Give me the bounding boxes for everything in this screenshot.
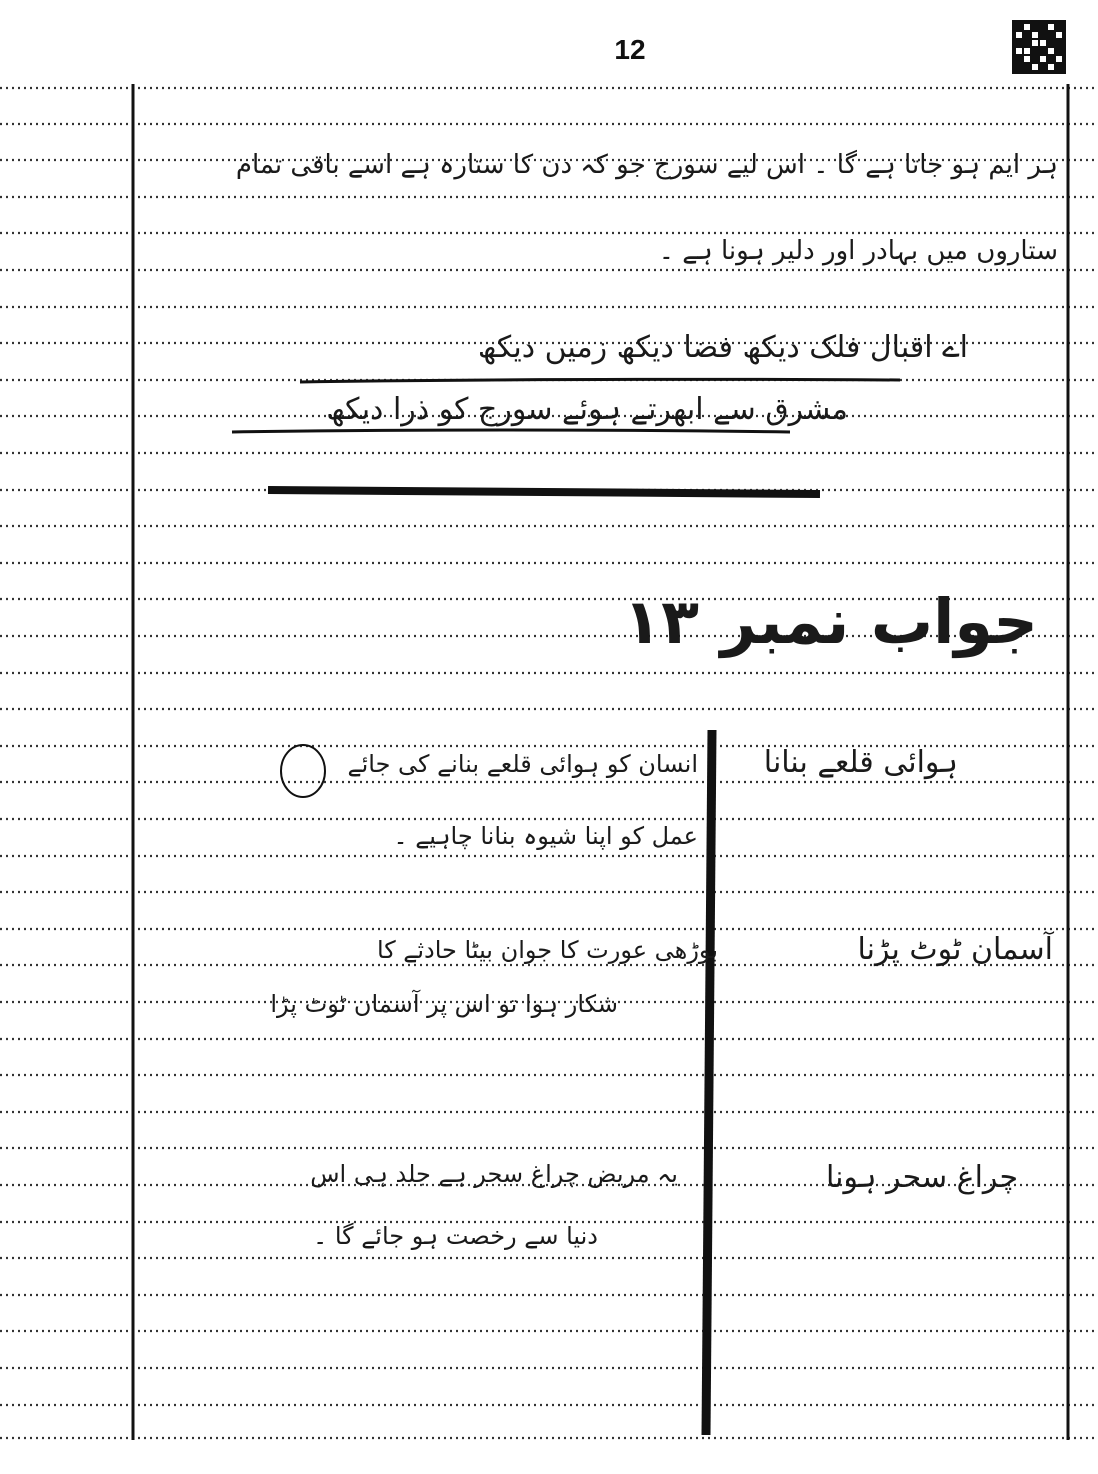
idiom-term: چراغ سحر ہونا bbox=[825, 1160, 1018, 1195]
paragraph-line-2: ستاروں میں بہادر اور دلیر ہونا ہے ۔ bbox=[658, 236, 1058, 266]
paragraph-line-1: ہر ایم ہو جاتا ہے گا ۔ اس لیے سورج جو کہ دن کا ستارہ ہے اسے باقی تمام bbox=[235, 150, 1058, 180]
idiom-meaning-line: شکار ہوا تو اس پر آسمان ٹوٹ پڑا bbox=[270, 990, 618, 1018]
idiom-meaning-line: دنیا سے رخصت ہو جائے گا ۔ bbox=[313, 1222, 598, 1250]
answer-heading: جواب نمبر ۱۳ bbox=[623, 585, 1038, 658]
idiom-term: ہوائی قلعے بنانا bbox=[763, 745, 958, 780]
table-divider bbox=[706, 730, 712, 1435]
idiom-meaning-line: بوڑھی عورت کا جوان بیٹا حادثے کا bbox=[376, 936, 718, 964]
idiom-meaning-line: عمل کو اپنا شیوہ بنانا چاہیے ۔ bbox=[393, 822, 698, 850]
idiom-meaning-line: انسان کو ہوائی قلعے بنانے کی جائے bbox=[347, 750, 698, 778]
verse-line-1: اے اقبال فلک دیکھ فضا دیکھ زمیں دیکھ bbox=[477, 330, 968, 365]
idiom-term: آسمان ٹوٹ پڑنا bbox=[857, 932, 1053, 967]
qr-code bbox=[1012, 20, 1066, 74]
verse-line-2: مشرق سے ابھرتے ہوئے سورج کو ذرا دیکھ bbox=[326, 392, 848, 427]
page-number: 12 bbox=[614, 34, 646, 65]
idiom-meaning-line: یہ مریض چراغ سحر ہے جلد ہی اس bbox=[310, 1160, 678, 1188]
